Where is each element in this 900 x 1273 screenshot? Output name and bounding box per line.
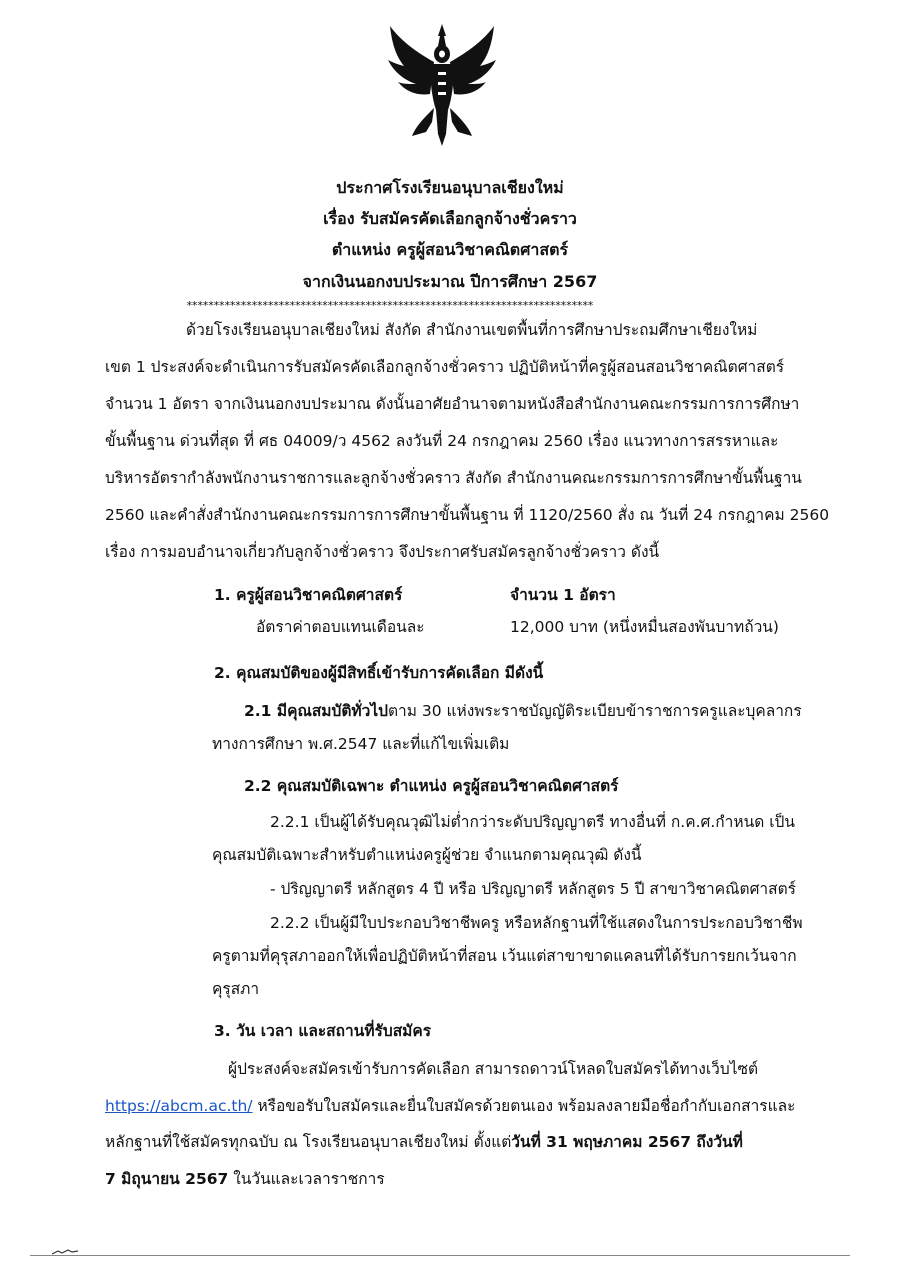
application-line: ผู้ประสงค์จะสมัครเข้ารับการคัดเลือก สามารถดาวน์โหลดใบสมัครได้ทางเว็บไซต์ [228,1060,759,1078]
general-qualification [244,701,802,721]
application-line [105,1132,743,1152]
specific-qualification-heading: 2.2 คุณสมบัติเฉพาะ ตำแหน่ง ครูผู้สอนวิชาคณิตศาสตร์ [244,777,619,795]
pay-label: อัตราค่าตอบแทนเดือนละ [256,618,425,636]
application-line-text: ในวันและเวลาราชการ [228,1170,385,1188]
title-line-4: จากเงินนอกงบประมาณ ปีการศึกษา 2567 [302,272,598,291]
intro-line: เขต 1 ประสงค์จะดำเนินการรับสมัครคัดเลือกลูกจ้างชั่วคราว ปฏิบัติหน้าที่ครูผู้สอนสอนวิชาคณิตศาสตร์ [105,358,785,376]
application-heading: 3. วัน เวลา และสถานที่รับสมัคร [214,1022,432,1040]
intro-line: 2560 และคำสั่งสำนักงานคณะกรรมการการศึกษาขั้นพื้นฐาน ที่ 1120/2560 สั่ง ณ วันที่ 24 กรกฎาคม 2560 [105,506,830,524]
specific-line: 2.2.2 เป็นผู้มีใบประกอบวิชาชีพครู หรือหลักฐานที่ใช้แสดงในการประกอบวิชาชีพ [270,914,803,932]
application-line [105,1169,385,1189]
application-line-text: หรือขอรับใบสมัครและยื่นใบสมัครด้วยตนเอง พร้อมลงลายมือชื่อกำกับเอกสารและ [252,1097,796,1115]
application-line [105,1096,795,1116]
application-line-text: หลักฐานที่ใช้สมัครทุกฉบับ ณ โรงเรียนอนุบาลเชียงใหม่ ตั้งแต่ [105,1133,512,1151]
application-period: วันที่ 31 พฤษภาคม 2567 ถึงวันที่ [511,1133,743,1151]
specific-line: - ปริญญาตรี หลักสูตร 4 ปี หรือ ปริญญาตรี หลักสูตร 5 ปี สาขาวิชาคณิตศาสตร์ [270,880,796,898]
intro-line: จำนวน 1 อัตรา จากเงินนอกงบประมาณ ดังนั้นอาศัยอำนาจตามหนังสือสำนักงานคณะกรรมการการศึกษา [105,395,800,413]
specific-line: 2.2.1 เป็นผู้ได้รับคุณวุฒิไม่ต่ำกว่าระดับปริญญาตรี ทางอื่นที่ ก.ค.ศ.กำหนด เป็น [270,813,795,831]
position-count: จำนวน 1 อัตรา [510,586,616,604]
separator: *************************************************************************** [186,299,593,312]
general-qualification-text: ตาม 30 แห่งพระราชบัญญัติระเบียบข้าราชการครูและบุคลากร [387,702,802,720]
intro-line: ด้วยโรงเรียนอนุบาลเชียงใหม่ สังกัด สำนักงานเขตพื้นที่การศึกษาประถมศึกษาเชียงใหม่ [186,321,758,339]
footer-rule [30,1255,850,1256]
intro-line: บริหารอัตรากำลังพนักงานราชการและลูกจ้างชั่วคราว สังกัด สำนักงานคณะกรรมการการศึกษาขั้นพื้นฐาน [105,469,802,487]
title-line-2: เรื่อง รับสมัครคัดเลือกลูกจ้างชั่วคราว [323,209,577,228]
title-line-3: ตำแหน่ง ครูผู้สอนวิชาคณิตศาสตร์ [331,240,569,259]
scan-mark-icon [52,1249,78,1255]
specific-line: คุณสมบัติเฉพาะสำหรับตำแหน่งครูผู้ช่วย จำแนกตามคุณวุฒิ ดังนี้ [212,846,642,864]
website-link[interactable]: https://abcm.ac.th/ [105,1097,253,1115]
intro-line: ขั้นพื้นฐาน ด่วนที่สุด ที่ ศธ 04009/ว 4562 ลงวันที่ 24 กรกฎาคม 2560 เรื่อง แนวทางการสรรหาและ [105,432,779,450]
pay-value: 12,000 บาท (หนึ่งหมื่นสองพันบาทถ้วน) [510,618,779,636]
general-qualification-line2: ทางการศึกษา พ.ศ.2547 และที่แก้ไขเพิ่มเติม [212,735,510,753]
specific-line: ครูตามที่คุรุสภาออกให้เพื่อปฏิบัติหน้าที่สอน เว้นแต่สาขาขาดแคลนที่ได้รับการยกเว้นจาก [212,947,797,965]
position-title: 1. ครูผู้สอนวิชาคณิตศาสตร์ [214,586,403,604]
garuda-emblem-icon [386,22,498,148]
general-qualification-label: 2.1 มีคุณสมบัติทั่วไป [244,702,388,720]
title-line-1: ประกาศโรงเรียนอนุบาลเชียงใหม่ [336,178,564,197]
intro-line: เรื่อง การมอบอำนาจเกี่ยวกับลูกจ้างชั่วคราว จึงประกาศรับสมัครลูกจ้างชั่วคราว ดังนี้ [105,543,660,561]
qualifications-heading: 2. คุณสมบัติของผู้มีสิทธิ์เข้ารับการคัดเลือก มีดังนี้ [214,664,544,682]
specific-line: คุรุสภา [212,980,260,998]
application-end-date: 7 มิถุนายน 2567 [105,1170,229,1188]
